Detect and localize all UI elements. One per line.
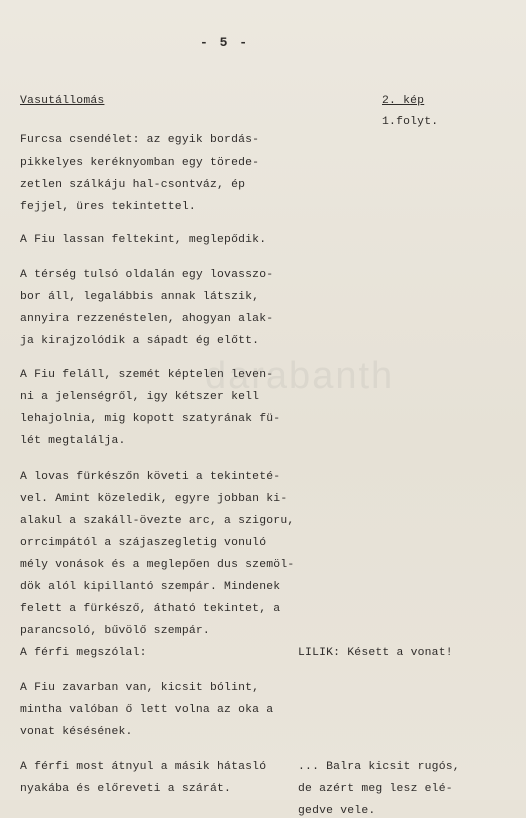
text-line: bor áll, legalábbis annak látszik, [20,291,260,303]
text-line: pikkelyes keréknyomban egy törede- [20,157,260,169]
dialogue-line: de azért meg lesz elé- [298,783,453,795]
text-line: felett a fürkésző, átható tekintet, a [20,603,281,615]
text-line: parancsoló, bűvölő szempár. [20,625,210,637]
text-line: orrcimpától a szájaszegletig vonuló [20,537,267,549]
text-line: vonat késésének. [20,726,133,738]
text-line: lét megtalálja. [20,435,126,447]
page-number: - 5 - [200,35,250,50]
text-line: A férfi most átnyul a másik hátasló [20,761,267,773]
text-line: fejjel, üres tekintettel. [20,201,196,213]
text-line: A lovas fürkészőn követi a tekinteté- [20,471,281,483]
text-line: mintha valóban ő lett volna az oka a [20,704,274,716]
text-line: alakul a szakáll-övezte arc, a szigoru, [20,515,295,527]
text-line: mély vonások és a meglepően dus szemöl- [20,559,295,571]
text-line: nyakába és előreveti a szárát. [20,783,232,795]
text-line: lehajolnia, mig kopott szatyrának fü- [20,413,281,425]
dialogue-line: ... Balra kicsit rugós, [298,761,460,773]
dialogue-line: gedve vele. [298,805,376,817]
text-line: A férfi megszólal: [20,647,147,659]
dialogue-line: LILIK: Késett a vonat! [298,647,453,659]
watermark: darabanth [205,355,395,397]
location-heading: Vasutállomás [20,95,105,107]
text-line: A Fiu zavarban van, kicsit bólint, [20,682,260,694]
scene-heading: 2. kép [382,95,425,107]
text-line: annyira rezzenéstelen, ahogyan alak- [20,313,274,325]
text-line: A Fiu feláll, szemét képtelen leven- [20,369,274,381]
text-line: Furcsa csendélet: az egyik bordás- [20,134,260,146]
text-line: A térség tulsó oldalán egy lovasszo- [20,269,274,281]
continuation-label: 1.folyt. [382,116,439,128]
text-line: ja kirajzolódik a sápadt ég előtt. [20,335,260,347]
text-line: vel. Amint közeledik, egyre jobban ki- [20,493,288,505]
text-line: ni a jelenségről, igy kétszer kell [20,391,260,403]
text-line: A Fiu lassan feltekint, meglepődik. [20,234,267,246]
text-line: dök alól kipillantó szempár. Mindenek [20,581,281,593]
text-line: zetlen szálkáju hal-csontváz, ép [20,179,246,191]
